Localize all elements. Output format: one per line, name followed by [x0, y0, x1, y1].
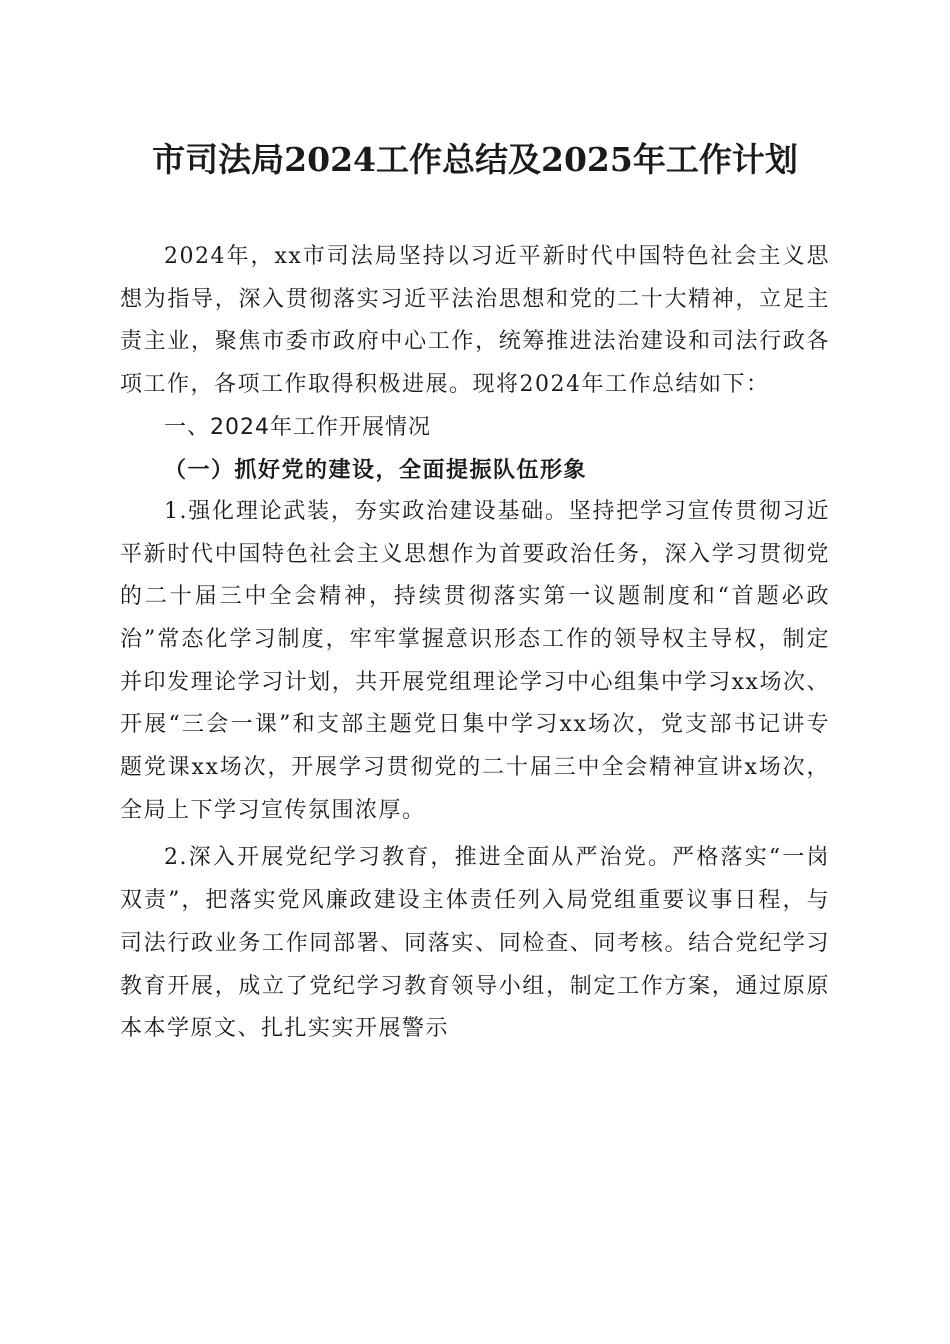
document-body — [120, 236, 830, 1051]
item-paragraph-2: 2.深入开展党纪学习教育，推进全面从严治党。严格落实“一岗双责”，把落实党风廉政建设主体责任列入局党组重要议事日程，与司法行政业务工作同部署、同落实、同检查、同考核。结合党纪学习教育开展，成立了党纪学习教育领导小组，制定工作方案，通过原原本本学原文、扎扎实实开展警示 — [120, 845, 830, 1042]
section-heading: 一、2024年工作开展情况 — [164, 414, 431, 440]
item-paragraph-1: 1.强化理论武装，夯实政治建设基础。坚持把学习宣传贯彻习近平新时代中国特色社会主义思想作为首要政治任务，深入学习贯彻党的二十届三中全会精神，持续贯彻落实第一议题制度和“首题必政治”常态化学习制度，牢牢掌握意识形态工作的领导权主导权，制定并印发理论学习计划，共开展党组理论学习中心组集中学习xx场次、开展“三会一课”和支部主题党日集中学习xx场次，党支部书记讲专题党课xx场次，开展学习贯彻党的二十届三中全会精神宣讲x场次，全局上下学习宣传氛围浓厚。 — [120, 498, 830, 823]
intro-paragraph: 2024年，xx市司法局坚持以习近平新时代中国特色社会主义思想为指导，深入贯彻落实习近平法治思想和党的二十大精神，立足主责主业，聚焦市委市政府中心工作，统筹推进法治建设和司法行政各项工作，各项工作取得积极进展。现将2024年工作总结如下： — [120, 244, 830, 398]
document-title: 市司法局2024工作总结及2025年工作计划 — [152, 140, 798, 179]
subsection-heading: （一）抓好党的建设，全面提振队伍形象 — [164, 456, 588, 483]
